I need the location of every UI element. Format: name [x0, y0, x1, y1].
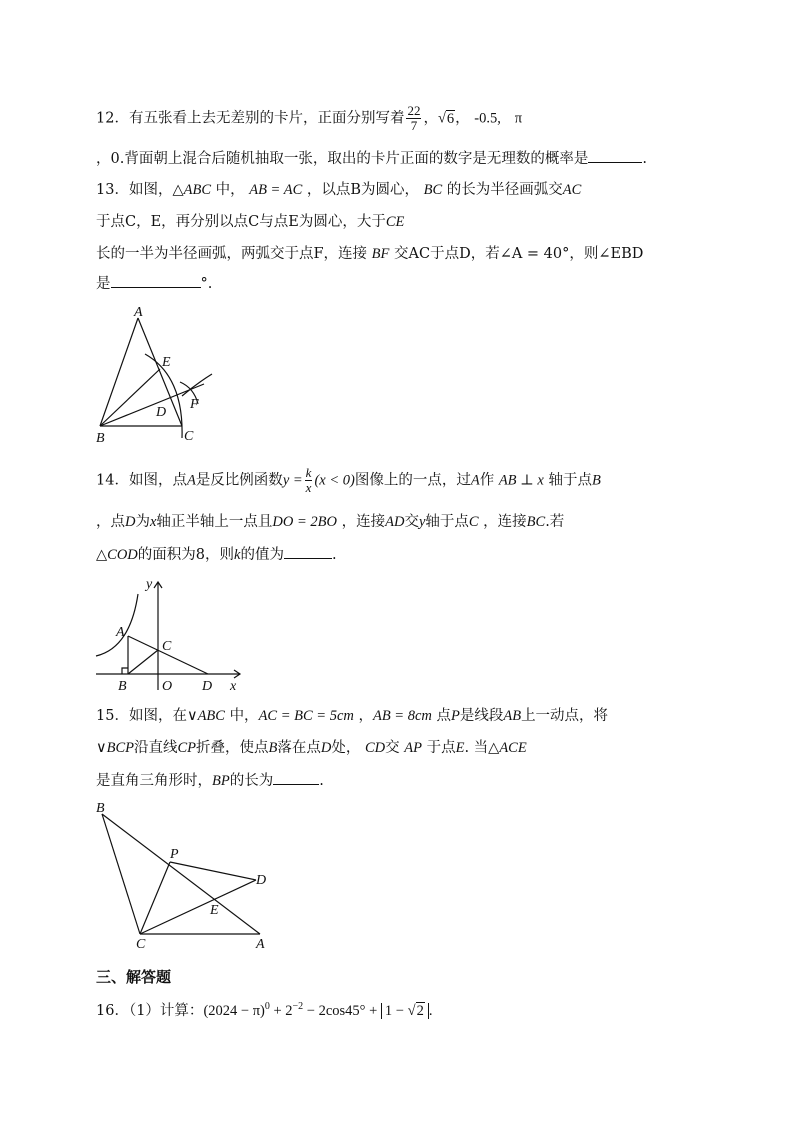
q14-text: 图像上的一点，过: [354, 472, 471, 489]
q15-line1: [96, 706, 608, 726]
q15-d: D: [320, 740, 332, 756]
q14-text: 的值为: [240, 547, 284, 563]
q14-a: A: [470, 472, 480, 489]
answer-blank: [273, 770, 319, 785]
q16-sqrt: √2: [407, 1002, 424, 1019]
q16-text: 16．（1）计算：: [96, 1002, 204, 1019]
q14-text: 作: [479, 472, 495, 489]
q15-eq2: AB = 8cm: [372, 708, 432, 724]
q12-sqrt: √6: [437, 110, 455, 127]
q15-text: 是直角三角形时，: [96, 773, 212, 789]
label-A: A: [116, 625, 125, 640]
q12-frac-den: 7: [410, 118, 418, 133]
q14-cod: COD: [107, 547, 138, 563]
q15-e: E: [455, 740, 465, 756]
q14-text: ，连接: [341, 514, 386, 530]
q12-sep2: ，: [455, 110, 470, 127]
q14-frac-den: x: [305, 480, 312, 495]
q16-exp2: −2: [292, 1001, 304, 1012]
q15-text: 交: [385, 740, 400, 756]
q13-ce: CE: [385, 214, 405, 230]
q15-cp: CP: [177, 740, 197, 756]
q14-line1: [96, 466, 601, 495]
axis-label-x: x: [230, 679, 237, 694]
q14-bc: BC: [526, 514, 546, 530]
q16-exp1: 0: [264, 1001, 270, 1012]
q13-line1: [96, 180, 581, 200]
q15-text: 的长为: [229, 773, 274, 789]
q15-text: 处，: [331, 740, 361, 756]
q15-line2: [96, 738, 527, 758]
q15-bp: BP: [212, 773, 230, 789]
q15-tri: ∨ABC: [186, 708, 225, 724]
q14-end: .: [331, 547, 337, 563]
q14-d: D: [125, 514, 136, 530]
figure-14: [90, 572, 250, 696]
q12-line1: [96, 104, 522, 133]
q15-text: 中，: [229, 708, 259, 724]
q14-cond: (x < 0): [314, 472, 355, 489]
q14-frac-num: k: [305, 465, 312, 480]
q12-frac-num: 22: [407, 103, 421, 118]
q16-abs: [381, 1003, 429, 1019]
label-P: P: [170, 847, 179, 862]
label-C: C: [184, 429, 194, 444]
label-A: A: [256, 937, 265, 952]
q13-text: ，以点B为圆心，: [306, 182, 419, 198]
q14-eq: DO = 2BO: [272, 514, 337, 530]
figure-13: [90, 300, 220, 448]
q15-text: 点: [436, 708, 451, 724]
q13-text: 交AC于点D，若∠A = 40°，则∠EBD: [394, 246, 644, 262]
q12-sep: ，: [423, 110, 438, 127]
label-B: B: [96, 801, 105, 816]
q13-text: 中，: [215, 182, 245, 198]
q16-part3: − 2cos45° +: [303, 1002, 381, 1019]
answer-blank: [111, 273, 201, 288]
q12-end: .: [642, 151, 647, 167]
q13-text: 长的一半为半径画弧，两弧交于点F，连接: [96, 246, 368, 262]
q12-val1: -0.5,: [474, 110, 501, 127]
q13-text: 13．如图，△: [96, 182, 184, 198]
label-B: B: [96, 431, 105, 446]
q15-text: ，: [358, 708, 373, 724]
q13-bc: BC: [423, 182, 443, 198]
q15-text: 是线段: [459, 708, 504, 724]
q15-text: . 当△: [464, 740, 500, 756]
label-C: C: [136, 937, 146, 952]
q14-b: B: [591, 472, 601, 489]
q15-text: 上一动点，将: [521, 708, 609, 724]
q13-line2: [96, 212, 404, 232]
q14-text: △: [96, 547, 108, 563]
q16-part1: (2024 − π): [203, 1002, 265, 1019]
q15-ab: AB: [503, 708, 522, 724]
q15-ace: ACE: [499, 740, 527, 756]
q16-part2: + 2: [269, 1002, 293, 1019]
figure-15: [90, 796, 290, 952]
q13-eq: AB = AC: [249, 182, 303, 198]
label-C: C: [162, 639, 172, 654]
q13-text: 的长为半径画弧交: [446, 182, 563, 198]
label-B: B: [118, 679, 127, 694]
q15-text: 15．如图，在: [96, 708, 187, 724]
q14-c: C: [468, 514, 479, 530]
q15-text: 落在点: [277, 740, 321, 756]
q14-text: 轴于点: [425, 514, 469, 530]
section-heading: 三、解答题: [96, 968, 172, 986]
q15-end: .: [319, 773, 324, 789]
q13-ac: AC: [562, 182, 582, 198]
q14-text: .若: [545, 514, 565, 530]
label-E: E: [162, 355, 171, 370]
q12-fraction: [406, 104, 421, 133]
q16-expr: [203, 1003, 432, 1019]
q12-text: 12．有五张看上去无差别的卡片，正面分别写着: [96, 110, 405, 127]
q13-text: 是: [96, 276, 111, 292]
q15-cd: CD: [364, 740, 386, 756]
q12-text2: ，0.背面朝上混合后随机抽取一张，取出的卡片正面的数字是无理数的概率是: [96, 151, 589, 167]
q14-k: k: [234, 547, 241, 563]
answer-blank: [588, 148, 642, 163]
q14-text: 轴于点: [548, 472, 592, 489]
q14-x: x: [149, 514, 157, 530]
q15-tri2: ∨BCP: [96, 740, 134, 756]
q14-text: 14．如图，点: [96, 472, 187, 489]
q14-fraction: [305, 466, 313, 495]
q14-text: 是反比例函数: [195, 472, 283, 489]
q16-end: .: [428, 1002, 433, 1019]
q15-ap: AP: [404, 740, 422, 756]
q12-sqrt-val: 6: [446, 110, 455, 127]
q15-text: 沿直线: [134, 740, 178, 756]
label-O: O: [162, 679, 173, 694]
q13-text: °.: [200, 276, 213, 292]
q12-val2: π: [514, 110, 523, 127]
q16-line1: [96, 997, 432, 1021]
q13-text: 于点C，E，再分别以点C与点E为圆心，大于: [96, 214, 386, 230]
q15-text: 于点: [426, 740, 456, 756]
q15-p: P: [450, 708, 460, 724]
q14-ad: AD: [385, 514, 405, 530]
answer-blank: [284, 544, 332, 559]
q14-text: 交: [404, 514, 419, 530]
q13-line4: [96, 273, 212, 294]
q16-abs-a: 1 −: [384, 1002, 408, 1019]
q15-text: 折叠，使点: [196, 740, 269, 756]
label-D: D: [202, 679, 213, 694]
q14-perp: AB ⊥ x: [498, 472, 544, 489]
q15-line3: [96, 770, 324, 791]
label-A: A: [134, 305, 143, 320]
label-D: D: [156, 405, 167, 420]
q15-eq1: AC = BC = 5cm: [258, 708, 354, 724]
q15-b: B: [268, 740, 278, 756]
q14-text: 轴正半轴上一点且: [156, 514, 273, 530]
q16-sqrt-val: 2: [416, 1002, 424, 1019]
q14-a: A: [186, 472, 196, 489]
q14-line2: [96, 512, 564, 532]
q14-y: y =: [282, 472, 303, 489]
q13-line3: [96, 244, 643, 264]
q13-abc: ABC: [183, 182, 211, 198]
q14-line3: [96, 544, 337, 565]
q14-text: 的面积为8，则: [137, 547, 235, 563]
label-F: F: [190, 397, 199, 412]
q13-bf: BF: [371, 246, 390, 262]
q14-text: ，连接: [483, 514, 527, 530]
q14-y2: y: [418, 514, 426, 530]
q14-text: ，点: [96, 514, 125, 530]
axis-label-y: y: [146, 577, 153, 592]
label-D: D: [256, 873, 267, 888]
q12-line2: [96, 148, 647, 169]
q14-text: 为: [135, 514, 150, 530]
label-E: E: [210, 903, 219, 918]
